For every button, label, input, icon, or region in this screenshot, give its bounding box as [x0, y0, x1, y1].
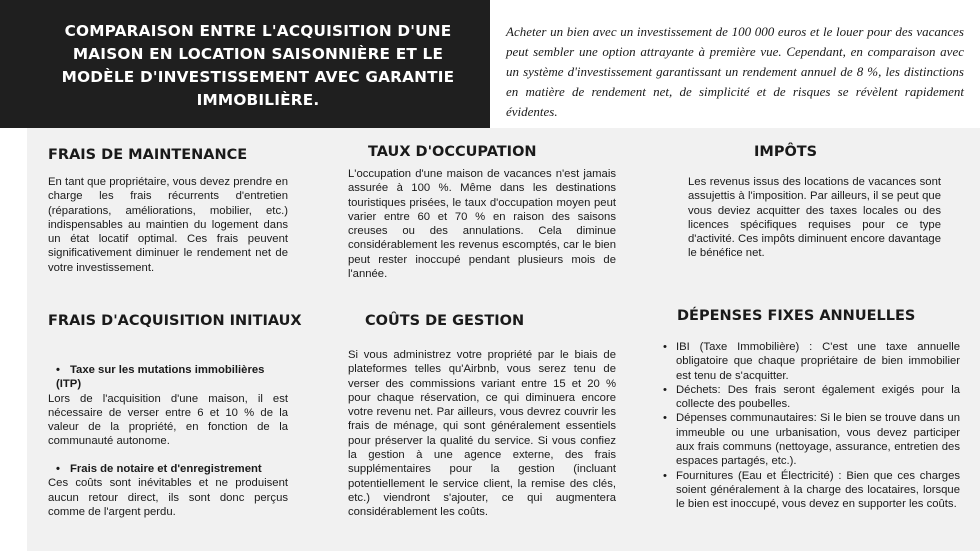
depenses-list	[662, 340, 960, 512]
gestion-text: Si vous administrez votre propriété par le biais de plateformes telles qu'Airbnb, vous serez tenu de verser des commissions variant entre 15 et 20 % pour chaque réservation, ce qui diminuera encore votre revenu net. Par ailleurs, vous devrez couvrir les frais de ménage, qui sont généralement essentiels pour préserver la qualité du service. Si vous confiez la gestion à une agence externe, des frais supplémentaires pour la gestion (incluant potentiellement le service client, la remise des clés, etc.) viendront s'ajouter, ce qui augmentera considérablement les coûts.	[348, 349, 616, 519]
occupation-heading: TAUX D'OCCUPATION	[368, 144, 537, 160]
acquisition-notaire-block	[48, 462, 288, 519]
occupation-text: L'occupation d'une maison de vacances n'est jamais assurée à 100 %. Même dans les destinations touristiques prisées, le taux d'occupation moyen peut varier entre 60 et 70 % en raison des saisons creuses ou des annulations. Cela diminue considérablement les revenus escomptés, car le bien peut rester inoccupé pendant plusieurs mois de l'année.	[348, 168, 616, 281]
left-margin-strip	[0, 128, 27, 551]
list-item: • Déchets: Des frais seront également exigés pour la collecte des poubelles.	[662, 383, 960, 412]
depenses-heading: DÉPENSES FIXES ANNUELLES	[677, 308, 916, 324]
intro-paragraph: Acheter un bien avec un investissement de 100 000 euros et le louer pour des vacances peut sembler une option attrayante à première vue. Cependant, en comparaison avec un système d'investissement garantissant un rendement annuel de 8 %, les distinctions en matière de rendement net, de simplicité et de risques se révèlent rapidement évidentes.	[506, 24, 964, 119]
acquisition-heading: FRAIS D'ACQUISITION INITIAUX	[48, 313, 302, 329]
page-title: COMPARAISON ENTRE L'ACQUISITION D'UNE MAISON EN LOCATION SAISONNIÈRE ET LE MODÈLE D'INVESTISSEMENT AVEC GARANTIE IMMOBILIÈRE.	[61, 22, 455, 109]
impots-heading: IMPÔTS	[754, 144, 818, 160]
gestion-heading: COÛTS DE GESTION	[365, 313, 525, 329]
maintenance-text: En tant que propriétaire, vous devez prendre en charge les frais récurrents d'entretien (réparations, améliorations, mobilier, etc.) indispensables au maintien du logement dans un état locatif optimal. Ces frais peuvent significativement diminuer le rendement net de votre investissement.	[48, 176, 288, 274]
notaire-label: • Frais de notaire et d'enregistrement	[48, 462, 288, 476]
list-item: • IBI (Taxe Immobilière) : C'est une taxe annuelle obligatoire que chaque propriétaire de bien immobilier est tenu de s'acquitter.	[662, 340, 960, 383]
list-item: • Dépenses communautaires: Si le bien se trouve dans un immeuble ou une urbanisation, vous devez participer aux frais communs (nettoyage, assurance, entretien des espaces partagés, etc.).	[662, 411, 960, 468]
acquisition-itp-block	[48, 363, 288, 449]
maintenance-heading: FRAIS DE MAINTENANCE	[48, 147, 248, 163]
notaire-text: Ces coûts sont inévitables et ne produisent aucun retour direct, ils sont donc perçus comme de l'argent perdu.	[48, 477, 288, 518]
itp-text: Lors de l'acquisition d'une maison, il est nécessaire de verser entre 6 et 10 % de la valeur de la propriété, en fonction de la communauté autonome.	[48, 392, 288, 448]
impots-text: Les revenus issus des locations de vacances sont assujettis à l'imposition. Par ailleurs, il se peut que vous deviez acquitter des taxes locales ou des licences spécifiques requises pour ce type d'activité. Ces impôts diminuent encore davantage le bénéfice net.	[688, 176, 941, 260]
list-item: • Fournitures (Eau et Électricité) : Bien que ces charges soient généralement à la charge des locataires, lorsque le bien est inoccupé, vous devez en supporter les coûts.	[662, 469, 960, 512]
itp-label: • Taxe sur les mutations immobilières (ITP)	[48, 363, 288, 392]
